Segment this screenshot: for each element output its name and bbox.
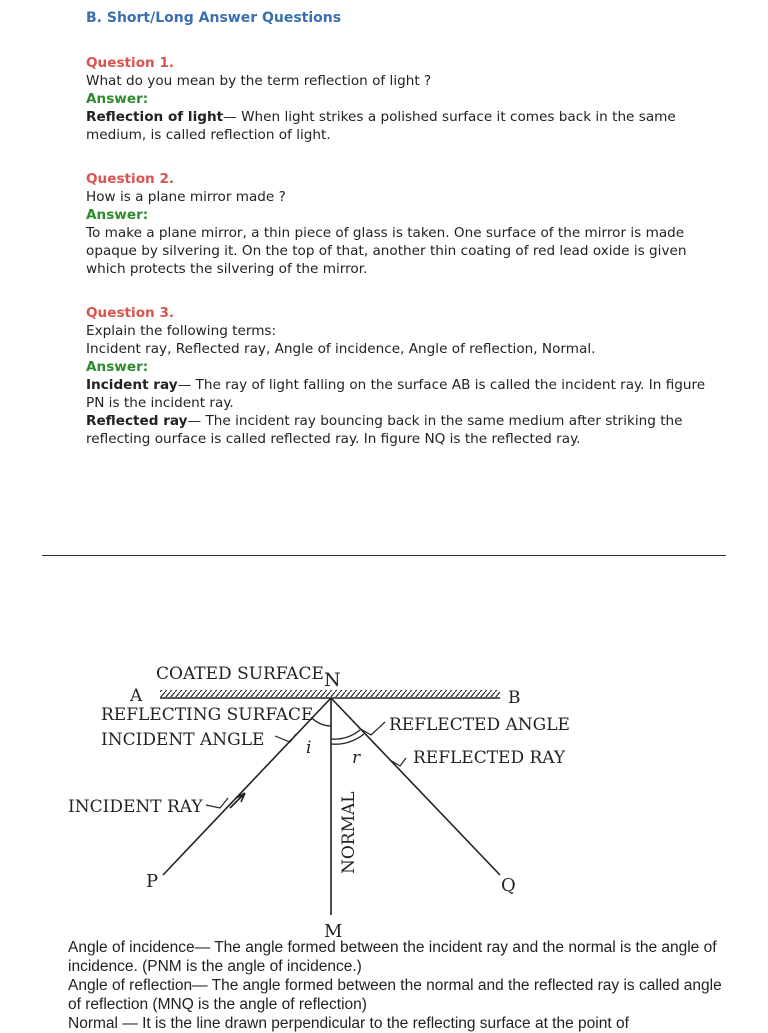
answer-text: To make a plane mirror, a thin piece of glass is taken. One surface of the mirror is made opaque by silvering it. On the top of that, another thin coating of red lead oxide is given which protects the silvering of the mirror. bbox=[86, 225, 687, 277]
reflected-angle-label: REFLECTED ANGLE bbox=[389, 715, 570, 735]
incident-angle-pointer bbox=[275, 734, 296, 742]
definitions-text bbox=[68, 938, 728, 1032]
angle-i-label: i bbox=[306, 738, 312, 758]
answer-term: Reflected ray bbox=[86, 413, 188, 429]
question-label: Question 3. bbox=[86, 305, 175, 321]
angle-of-incidence-definition: Angle of incidence— The angle formed between the incident ray and the normal is the angle of incidence. (PNM is the angle of incidence.) bbox=[68, 939, 717, 975]
reflection-diagram bbox=[60, 650, 580, 940]
point-n-label: N bbox=[324, 669, 341, 691]
incident-angle-label: INCIDENT ANGLE bbox=[101, 730, 265, 750]
point-b-label: B bbox=[508, 688, 521, 708]
normal-definition: Normal — It is the line drawn perpendicular to the reflecting surface at the point of bbox=[68, 1015, 629, 1032]
coated-surface-label: COATED SURFACE bbox=[156, 664, 324, 684]
answer-body: — When light strikes a polished surface it comes back in the same medium, is called reflection of light. bbox=[86, 109, 676, 143]
angle-of-reflection-definition: Angle of reflection— The angle formed between the normal and the reflected ray is called angle of reflection (MNQ is the angle of reflection) bbox=[68, 977, 722, 1013]
answer-label: Answer: bbox=[86, 207, 149, 223]
question-label: Question 1. bbox=[86, 55, 175, 71]
angle-r-label: r bbox=[352, 748, 361, 768]
answer-label: Answer: bbox=[86, 91, 149, 107]
question-text: What do you mean by the term reflection of light ? bbox=[86, 73, 432, 89]
question-text: How is a plane mirror made ? bbox=[86, 189, 286, 205]
answer-body: — The incident ray bouncing back in the same medium after striking the reflecting ourface is called reflected ray. In figure NQ is the reflected ray. bbox=[86, 413, 683, 447]
divider bbox=[42, 555, 726, 556]
coated-surface-hatch bbox=[160, 690, 500, 697]
reflected-angle-arc bbox=[331, 730, 360, 739]
reflecting-surface-label: REFLECTING SURFACE bbox=[101, 705, 314, 725]
question-text-line1: Explain the following terms: bbox=[86, 323, 277, 339]
answer-term: Incident ray bbox=[86, 377, 178, 393]
answer-incident-ray bbox=[86, 376, 706, 412]
answer-reflected-ray bbox=[86, 412, 706, 448]
normal-label: NORMAL bbox=[339, 791, 359, 874]
point-q-label: Q bbox=[501, 875, 516, 896]
question-text-line2: Incident ray, Reflected ray, Angle of incidence, Angle of reflection, Normal. bbox=[86, 341, 596, 357]
reflected-ray-label: REFLECTED RAY bbox=[413, 748, 566, 768]
question-3-block bbox=[86, 304, 706, 448]
answer-term: Reflection of light bbox=[86, 109, 224, 125]
point-m-label: M bbox=[324, 921, 343, 942]
point-p-label: P bbox=[146, 871, 159, 892]
incident-ray-pointer bbox=[206, 798, 228, 808]
point-a-label: A bbox=[130, 686, 143, 706]
answer-body: — The ray of light falling on the surface AB is called the incident ray. In figure PN is the incident ray. bbox=[86, 377, 706, 411]
reflected-ray-pointer bbox=[390, 758, 406, 766]
question-label: Question 2. bbox=[86, 171, 175, 187]
reflected-angle-pointer bbox=[359, 722, 385, 735]
answer-text bbox=[86, 108, 706, 144]
incident-arrow-icon bbox=[230, 793, 245, 808]
question-2-block bbox=[86, 170, 706, 278]
answer-label: Answer: bbox=[86, 359, 149, 375]
question-1-block bbox=[86, 54, 706, 144]
incident-angle-arc bbox=[312, 718, 331, 726]
section-title: B. Short/Long Answer Questions bbox=[86, 10, 342, 26]
incident-ray-label: INCIDENT RAY bbox=[68, 797, 203, 817]
